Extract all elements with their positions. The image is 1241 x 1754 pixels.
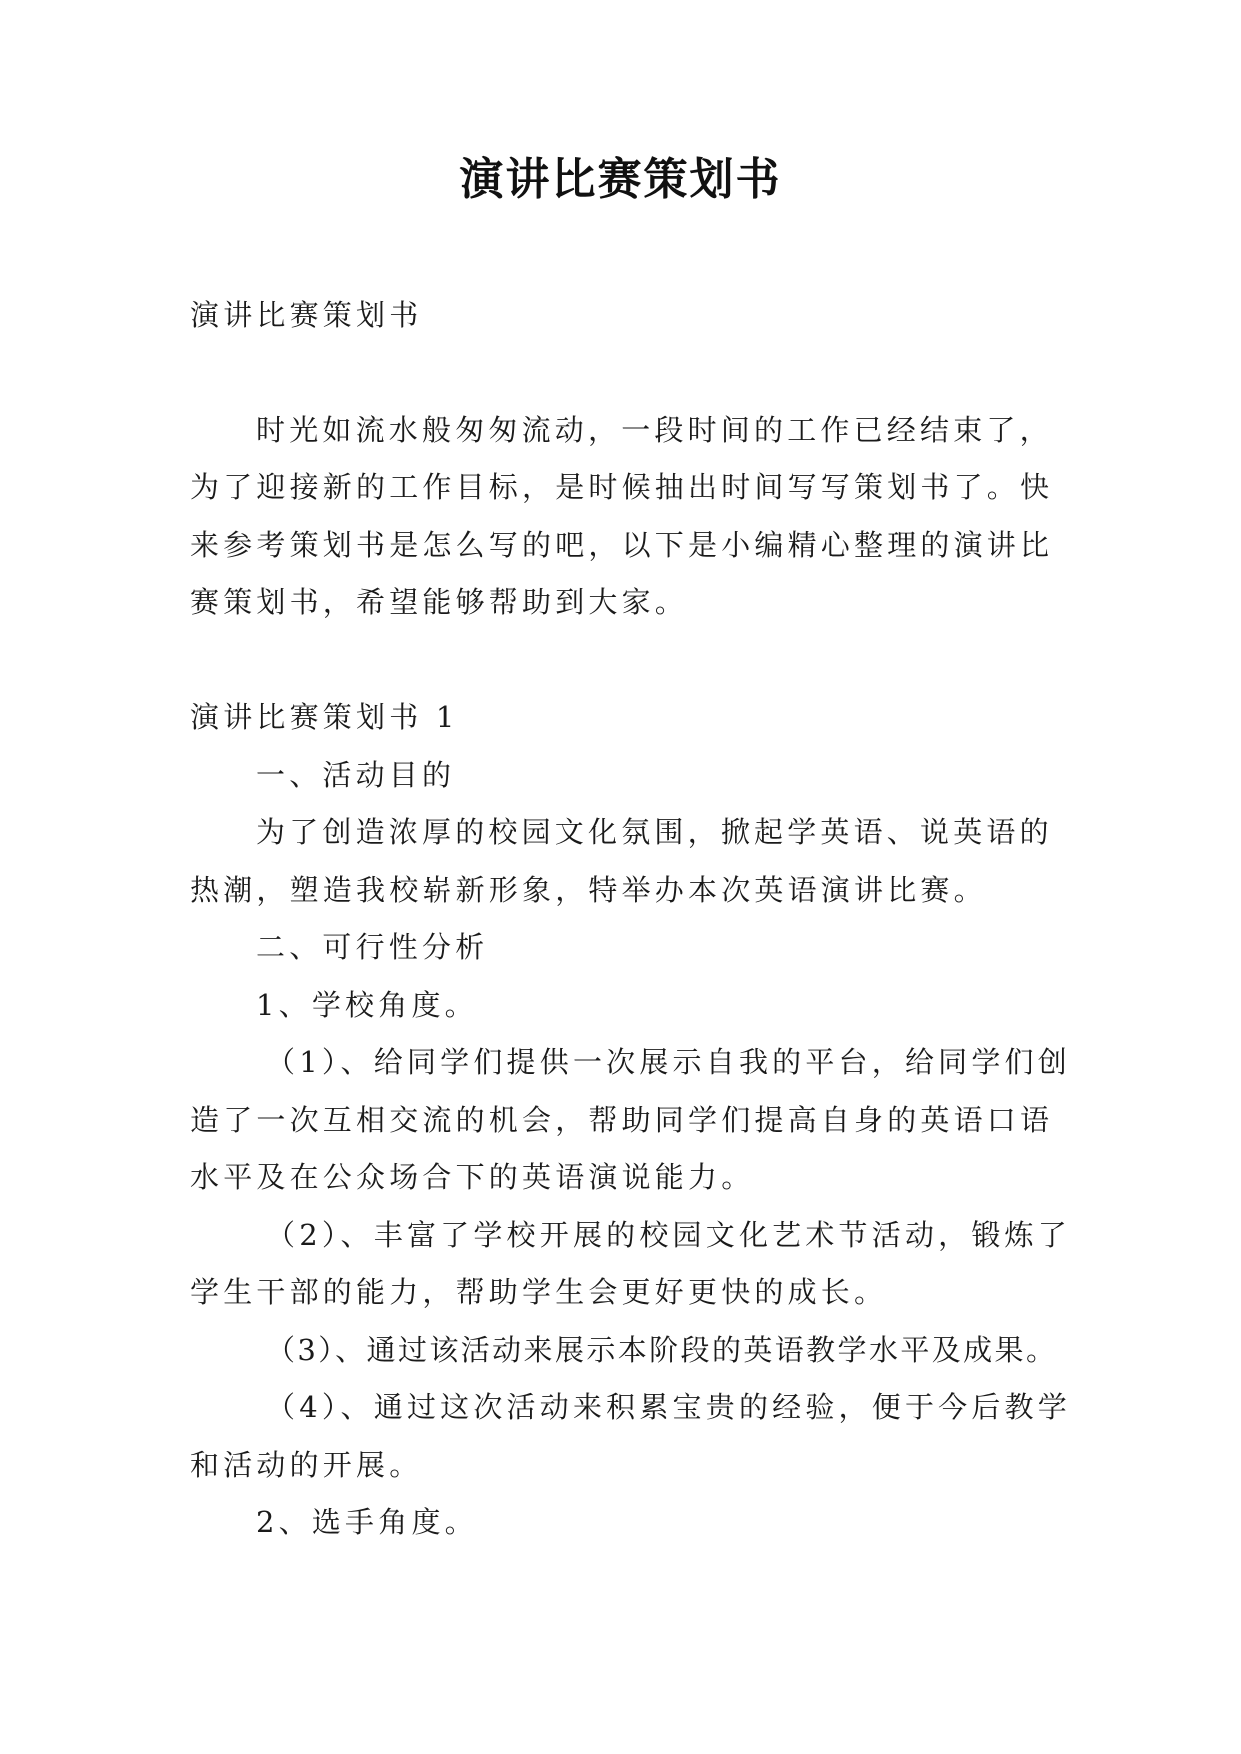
purpose-line-2: 热潮，塑造我校崭新形象，特举办本次英语演讲比赛。: [190, 873, 987, 907]
heading-feasibility: 二、可行性分析: [256, 930, 489, 964]
sub-heading-contestant: 2、选手角度。: [256, 1505, 478, 1539]
purpose-line-1: 为了创造浓厚的校园文化氛围，掀起学英语、说英语的: [256, 815, 1053, 849]
intro-line-3: 来参考策划书是怎么写的吧，以下是小编精心整理的演讲比: [190, 528, 1054, 562]
item-1-line-3: 水平及在公众场合下的英语演说能力。: [190, 1160, 755, 1194]
item-1-line-1: （1）、给同学们提供一次展示自我的平台，给同学们创: [266, 1045, 1071, 1079]
document-subtitle: 演讲比赛策划书: [190, 298, 423, 332]
heading-purpose: 一、活动目的: [256, 758, 456, 792]
item-4-line-1: （4）、通过这次活动来积累宝贵的经验，便于今后教学: [266, 1390, 1071, 1424]
intro-line-4: 赛策划书，希望能够帮助到大家。: [190, 585, 689, 619]
intro-line-2: 为了迎接新的工作目标，是时候抽出时间写写策划书了。快: [190, 470, 1054, 504]
item-2-line-1: （2）、丰富了学校开展的校园文化艺术节活动，锻炼了: [266, 1218, 1071, 1252]
item-1-line-2: 造了一次互相交流的机会，帮助同学们提高自身的英语口语: [190, 1103, 1054, 1137]
intro-line-1: 时光如流水般匆匆流动，一段时间的工作已经结束了，: [256, 413, 1053, 447]
section-title: 演讲比赛策划书 1: [190, 700, 459, 734]
document-title: 演讲比赛策划书: [459, 154, 782, 205]
item-3-line-1: （3）、通过该活动来展示本阶段的英语教学水平及成果。: [266, 1333, 1058, 1367]
item-4-line-2: 和活动的开展。: [190, 1448, 423, 1482]
sub-heading-school: 1、学校角度。: [256, 988, 478, 1022]
item-2-line-2: 学生干部的能力，帮助学生会更好更快的成长。: [190, 1275, 888, 1309]
